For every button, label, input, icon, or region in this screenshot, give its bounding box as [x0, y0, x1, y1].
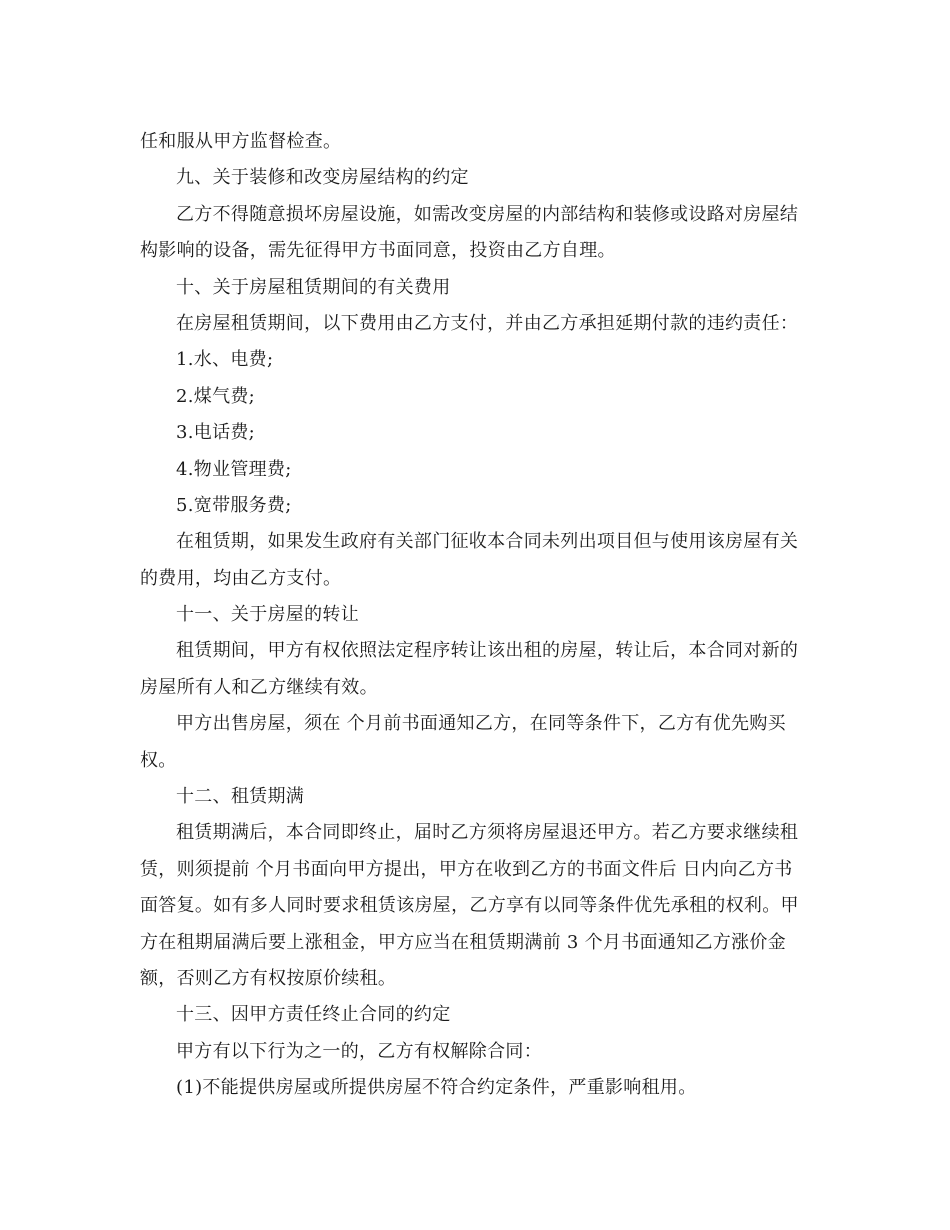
text-line: 房屋所有人和乙方继续有效。 — [140, 676, 378, 698]
text-line: 乙方不得随意损坏房屋设施，如需改变房屋的内部结构和装修或设路对房屋结 — [176, 203, 799, 225]
text-line: 在租赁期，如果发生政府有关部门征收本合同未列出项目但与使用该房屋有关 — [176, 531, 799, 553]
list-item: (1)不能提供房屋或所提供房屋不符合约定条件，严重影响租用。 — [176, 1077, 697, 1099]
text-line: 额，否则乙方有权按原价续租。 — [140, 967, 397, 989]
text-line: 甲方出售房屋，须在 个月前书面通知乙方，在同等条件下，乙方有优先购买 — [176, 713, 786, 735]
text-line: 甲方有以下行为之一的，乙方有权解除合同： — [176, 1040, 542, 1062]
text-line: 租赁期间，甲方有权依照法定程序转让该出租的房屋，转让后，本合同对新的 — [176, 640, 799, 662]
list-item: 2.煤气费; — [176, 385, 256, 407]
section-heading-12: 十二、租赁期满 — [176, 786, 305, 808]
text-line: 的费用，均由乙方支付。 — [140, 567, 342, 589]
text-line: 面答复。如有多人同时要求租赁该房屋，乙方享有以同等条件优先承租的权利。甲 — [140, 895, 799, 917]
text-line: 方在租期届满后要上涨租金，甲方应当在租赁期满前 3 个月书面通知乙方涨价金 — [140, 931, 786, 953]
section-heading-13: 十三、因甲方责任终止合同的约定 — [176, 1004, 451, 1026]
text-line: 任和服从甲方监督检查。 — [140, 131, 342, 152]
text-line: 赁，则须提前 个月书面向甲方提出，甲方在收到乙方的书面文件后 日内向乙方书 — [140, 858, 793, 880]
contract-text — [140, 124, 812, 1107]
text-line: 租赁期满后，本合同即终止，届时乙方须将房屋退还甲方。若乙方要求继续租 — [176, 822, 799, 844]
section-heading-9: 九、关于装修和改变房屋结构的约定 — [176, 167, 469, 189]
list-item: 4.物业管理费; — [176, 458, 292, 480]
section-heading-11: 十一、关于房屋的转让 — [176, 604, 359, 626]
list-item: 3.电话费; — [176, 422, 256, 444]
text-line: 构影响的设备，需先征得甲方书面同意，投资由乙方自理。 — [140, 240, 616, 262]
section-heading-10: 十、关于房屋租赁期间的有关费用 — [176, 276, 451, 298]
list-item: 1.水、电费; — [176, 349, 274, 371]
text-line: 在房屋租赁期间，以下费用由乙方支付，并由乙方承担延期付款的违约责任： — [176, 312, 799, 334]
text-line: 权。 — [140, 749, 177, 771]
list-item: 5.宽带服务费; — [176, 494, 292, 516]
